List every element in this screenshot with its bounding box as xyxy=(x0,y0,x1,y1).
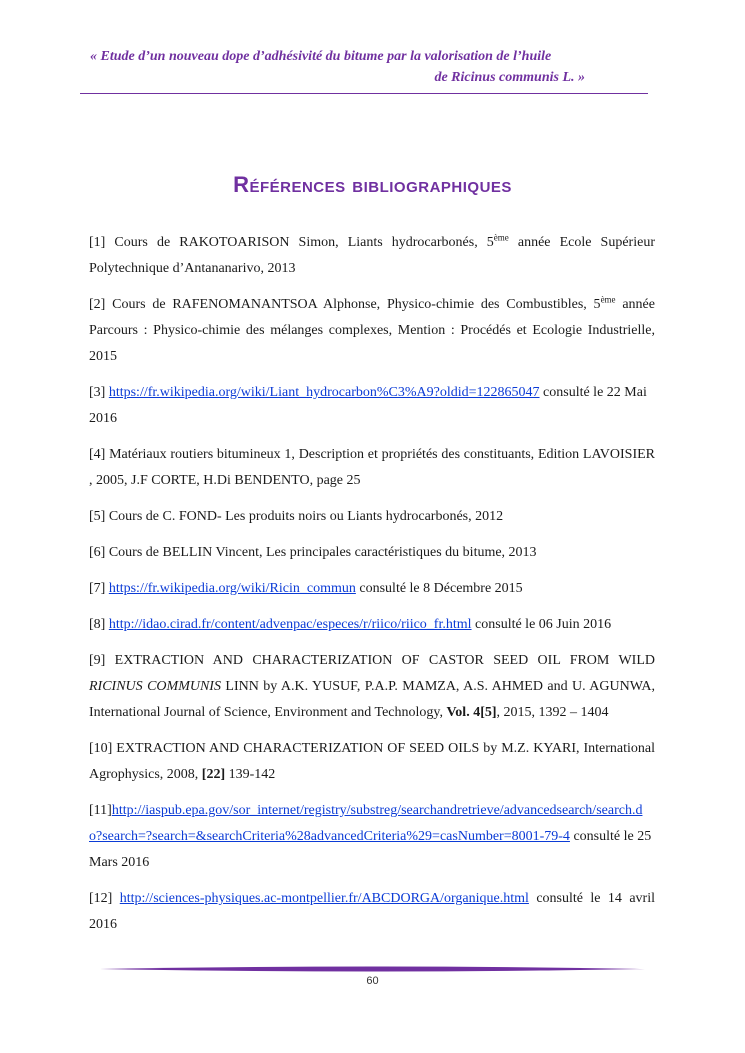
reference-7 xyxy=(89,576,655,602)
running-header-line-2: de Ricinus communis L. » xyxy=(434,70,585,85)
page-number: 60 xyxy=(366,975,379,987)
reference-11-link[interactable]: http://iaspub.epa.gov/sor_internet/registry/substreg/searchandretrieve/advancedsearch/search.do?search=?search=&searchCriteria%28advancedCriteria%29=casNumber=8001-79-4 xyxy=(89,803,643,844)
reference-2 xyxy=(89,292,655,370)
reference-4: [4] Matériaux routiers bitumineux 1, Description et propriétés des constituants, Edition LAVOISIER , 2005, J.F CORTE, H.Di BENDENTO, page 25 xyxy=(89,447,655,488)
footer-ornament-divider xyxy=(100,965,645,973)
reference-10-text: [10] EXTRACTION AND CHARACTERIZATION OF SEED OILS by M.Z. KYARI, International Agrophysics, 2008, xyxy=(89,741,655,782)
reference-1-superscript: ème xyxy=(493,232,509,243)
reference-11 xyxy=(89,798,655,876)
page-title: Références bibliographiques xyxy=(233,172,512,197)
header-divider xyxy=(80,93,648,94)
reference-12-number: [12] xyxy=(89,891,120,906)
reference-10-pages: 139-142 xyxy=(225,767,276,782)
reference-7-accessed: consulté le 8 Décembre 2015 xyxy=(355,581,523,596)
running-header-line-1: « Etude d’un nouveau dope d’adhésivité du bitume par la valorisation de l’huile xyxy=(90,49,552,64)
reference-12-link[interactable]: http://sciences-physiques.ac-montpellier.fr/ABCDORGA/organique.html xyxy=(119,891,529,906)
reference-5: [5] Cours de C. FOND- Les produits noirs ou Liants hydrocarbonés, 2012 xyxy=(89,509,504,524)
reference-2-text-cont: année Parcours : Physico-chimie des mélanges complexes, Mention : Procédés et Ecologie Industrielle, 2015 xyxy=(89,297,655,364)
reference-list xyxy=(89,230,655,948)
running-header xyxy=(90,46,585,88)
reference-3-link[interactable]: https://fr.wikipedia.org/wiki/Liant_hydrocarbon%C3%A9?oldid=122865047 xyxy=(108,385,540,400)
reference-9-species: RICINUS COMMUNIS xyxy=(89,679,221,694)
reference-9-text: [9] EXTRACTION AND CHARACTERIZATION OF CASTOR SEED OIL FROM WILD xyxy=(89,653,655,668)
reference-3-accessed: consulté le 22 Mai 2016 xyxy=(89,385,647,426)
reference-11-accessed: consulté le 25 Mars 2016 xyxy=(89,829,652,870)
reference-8-accessed: consulté le 06 Juin 2016 xyxy=(471,617,612,632)
reference-10-volume: [22] xyxy=(201,767,226,782)
reference-7-number: [7] xyxy=(89,581,109,596)
reference-1-text-cont: année Ecole Supérieur Polytechnique d’Antananarivo, 2013 xyxy=(89,235,655,276)
reference-7-link[interactable]: https://fr.wikipedia.org/wiki/Ricin_commun xyxy=(108,581,356,596)
reference-2-text: [2] Cours de RAFENOMANANTSOA Alphonse, Physico-chimie des Combustibles, 5 xyxy=(89,297,601,312)
reference-3 xyxy=(89,380,655,432)
reference-1-text: [1] Cours de RAKOTOARISON Simon, Liants hydrocarbonés, 5 xyxy=(89,235,494,250)
reference-12-accessed: consulté le 14 avril 2016 xyxy=(89,891,655,932)
reference-11-number: [11] xyxy=(89,803,112,818)
reference-12 xyxy=(89,886,655,938)
reference-9-pages: , 2015, 1392 – 1404 xyxy=(496,705,609,720)
reference-10 xyxy=(89,736,655,788)
reference-8-number: [8] xyxy=(89,617,109,632)
reference-9 xyxy=(89,648,655,726)
reference-9-volume: Vol. 4[5] xyxy=(446,705,497,720)
reference-9-text-cont: LINN by A.K. YUSUF, P.A.P. MAMZA, A.S. AHMED and U. AGUNWA, International Journal of Science, Environment and Technology, xyxy=(89,679,656,720)
reference-8 xyxy=(89,612,655,638)
reference-6: [6] Cours de BELLIN Vincent, Les principales caractéristiques du bitume, 2013 xyxy=(89,545,537,560)
reference-8-link[interactable]: http://idao.cirad.fr/content/advenpac/especes/r/riico/riico_fr.html xyxy=(108,617,472,632)
reference-2-superscript: ème xyxy=(600,294,616,305)
reference-3-number: [3] xyxy=(89,385,109,400)
reference-1 xyxy=(89,230,655,282)
